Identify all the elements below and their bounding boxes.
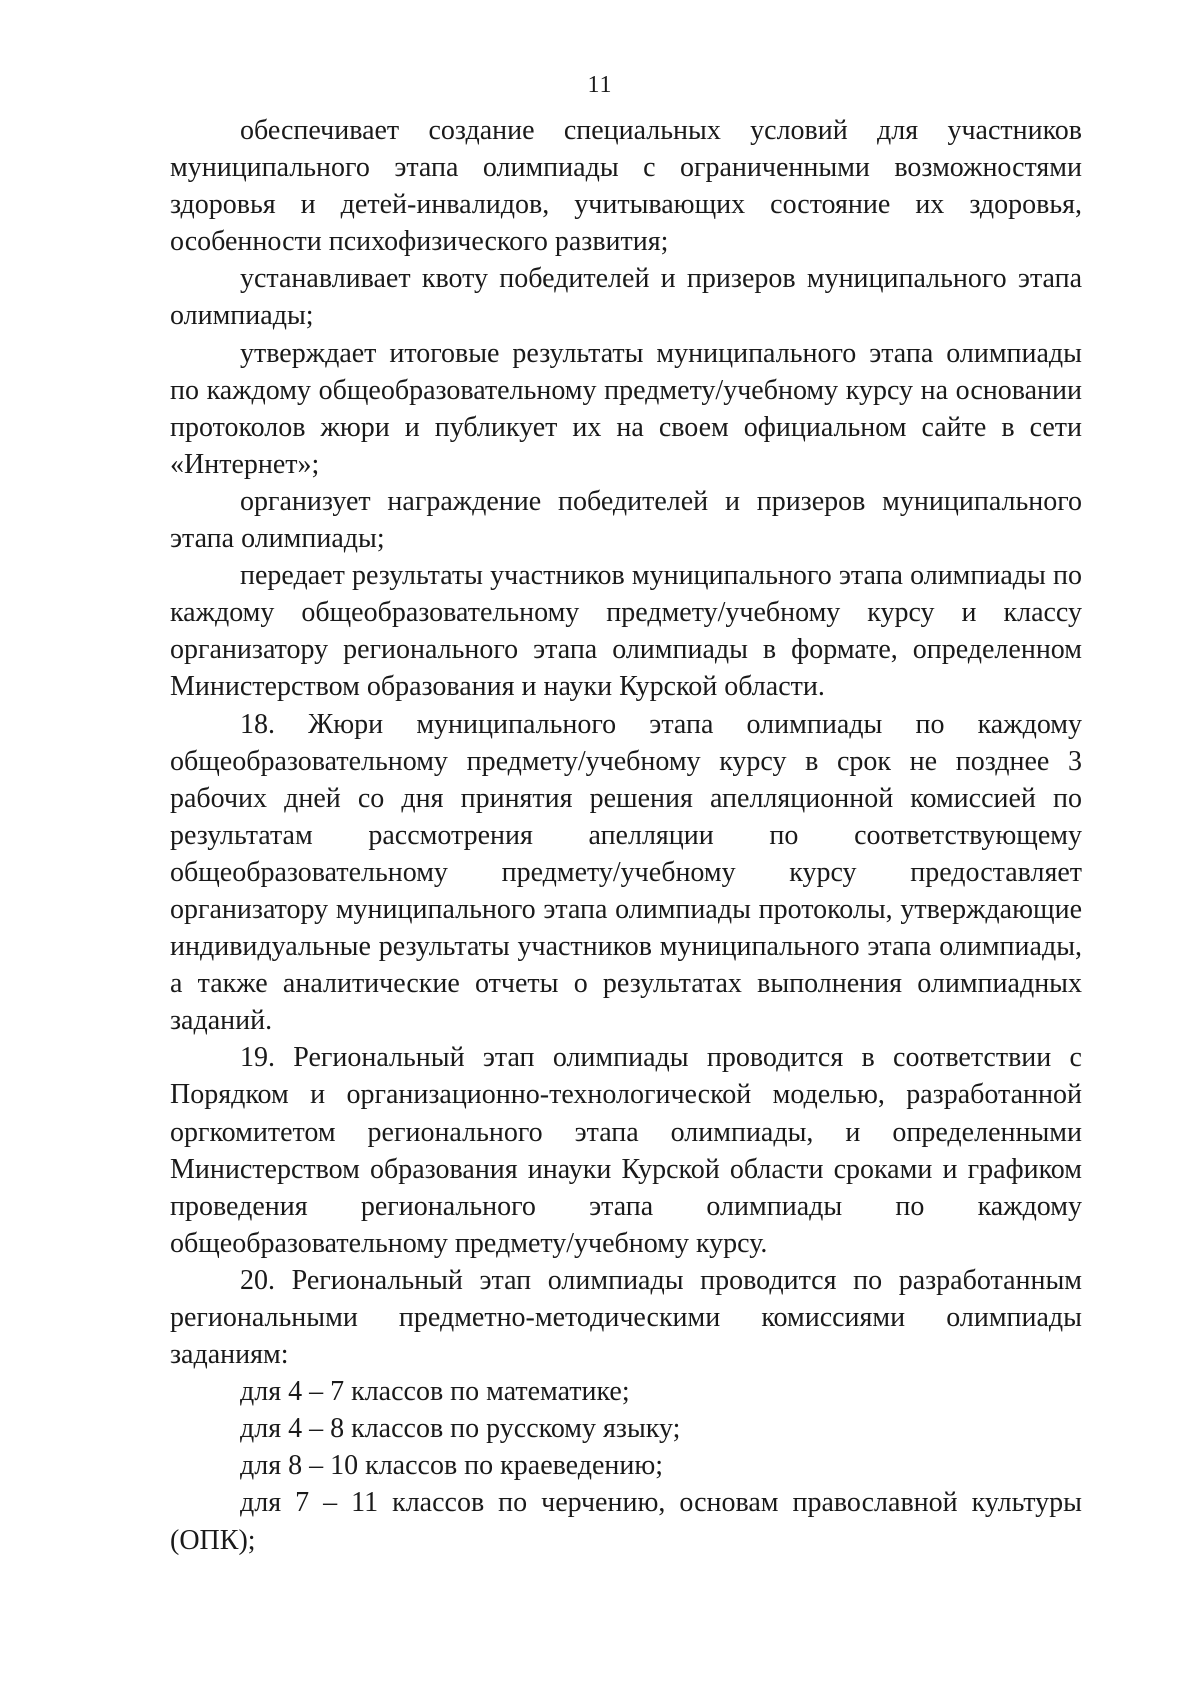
paragraph-quota: устанавливает квоту победителей и призеров муниципального этапа олимпиады;: [170, 263, 1082, 332]
paragraph-transfer-results: передает результаты участников муниципального этапа олимпиады по каждому общеобразовательному предмету/учебному курсу и классу организатору регионального этапа олимпиады в формате, определенном Министерством образования и науки Курской области.: [170, 560, 1082, 703]
list-item-local-history: для 8 – 10 классов по краеведению;: [240, 1450, 664, 1482]
paragraph-item-20: 20. Региональный этап олимпиады проводится по разработанным региональными предметно-методическими комиссиями олимпиады заданиям:: [170, 1264, 1082, 1371]
list-item-math: для 4 – 7 классов по математике;: [240, 1376, 630, 1408]
paragraph-item-18: 18. Жюри муниципального этапа олимпиады по каждому общеобразовательному предмету/учебному курсу в срок не позднее 3 рабочих дней со дня принятия решения апелляционной комиссией по результатам рассмотрения апелляции по соответствующему общеобразовательному предмету/учебному курсу предоставляет организатору муниципального этапа олимпиады протоколы, утверждающие индивидуальные результаты участников муниципального этапа олимпиады, а также аналитические отчеты о результатах выполнения олимпиадных заданий.: [170, 708, 1082, 1037]
list-item-drawing-opk: для 7 – 11 классов по черчению, основам православной культуры (ОПК);: [170, 1487, 1082, 1556]
paragraph-item-19: 19. Региональный этап олимпиады проводится в соответствии с Порядком и организационно-технологической моделью, разработанной оргкомитетом регионального этапа олимпиады, и определенными Министерством образования инауки Курской области сроками и графиком проведения регионального этапа олимпиады по каждому общеобразовательному предмету/учебному курсу.: [170, 1042, 1082, 1259]
paragraph-awarding: организует награждение победителей и призеров муниципального этапа олимпиады;: [170, 485, 1082, 555]
document-body: [170, 112, 1082, 1559]
page-number: 11: [587, 72, 613, 98]
paragraph-special-conditions: обеспечивает создание специальных условий для участников муниципального этапа олимпиады с ограниченными возможностями здоровья и детей-инвалидов, учитывающих состояние их здоровья, особенности психофизического развития;: [170, 115, 1082, 258]
paragraph-approve-results: утверждает итоговые результаты муниципального этапа олимпиады по каждому общеобразовательному предмету/учебному курсу на основании протоколов жюри и публикует их на своем официальном сайте в сети «Интернет»;: [170, 337, 1082, 480]
list-item-russian: для 4 – 8 классов по русскому языку;: [240, 1413, 681, 1445]
